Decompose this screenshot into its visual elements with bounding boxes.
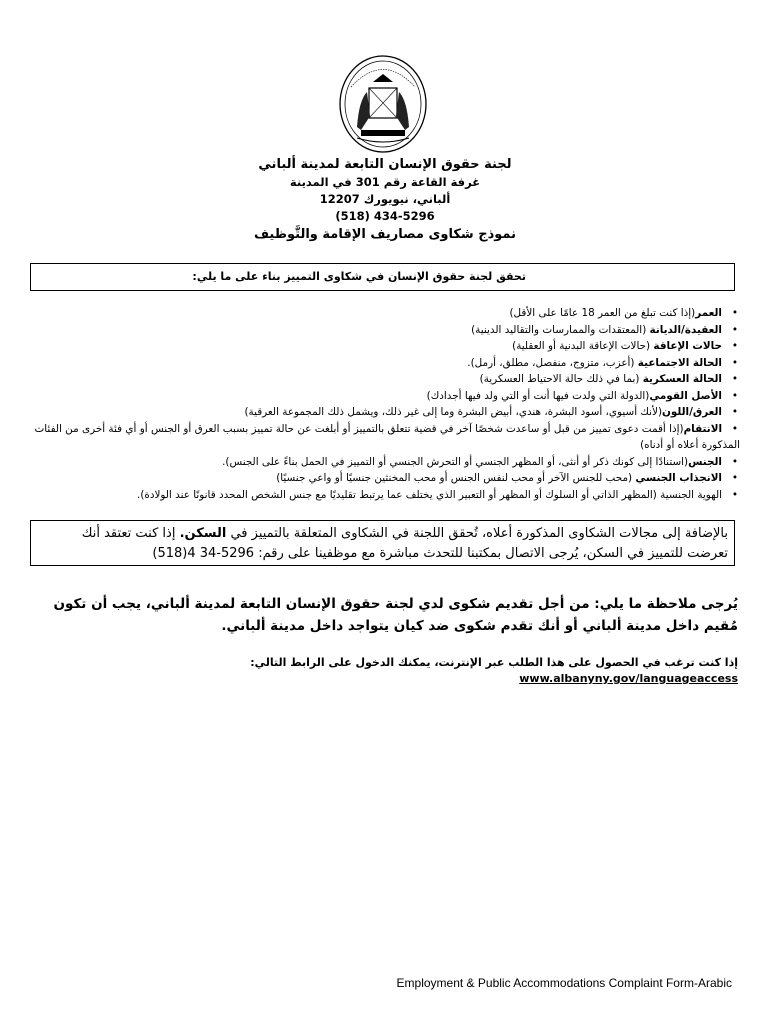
housing-paragraph: بالإضافة إلى مجالات الشكاوى المذكورة أعلاه، تُحقق اللجنة في الشكاوى المتعلقة بالتمييز في السكن. إذا كنت تعتقد أنك تعرضت للتمييز في السكن، يُرجى الاتصال بمكتبنا للتحدث مباشرة مع موظفينا على رقم: ‎(518)4 34-5296 xyxy=(30,520,735,566)
footer-text: Employment & Public Accommodations Complaint Form-Arabic xyxy=(396,976,732,990)
list-item: • الجنس(استنادًا إلى كونك ذكر أو أنثى، أو المظهر الجنسي أو التحرش الجنسي أو التمييز في الحمل بناءً على الجنس). xyxy=(34,454,740,471)
list-item: • العرق/اللون(لأنك أسيوي، أسود البشرة، هندي، أبيض البشرة وما إلى غير ذلك، ويشمل ذلك المجموعة العرقية) xyxy=(34,404,740,421)
document-header xyxy=(150,156,620,245)
address-line-1: غرفة القاعة رقم 301 في المدينة xyxy=(289,175,481,189)
list-item: • الهوية الجنسية (المظهر الذاتي أو السلوك أو المظهر أو التعبير الذي يختلف عما يرتبط تقليديًا مع جنس الشخص المحدد قانونًا عند الولادة). xyxy=(34,487,740,504)
residency-note: يُرجى ملاحظة ما يلي: من أجل تقديم شكوى لدي لجنة حقوق الإنسان التابعة لمدينة ألباني، يجب أن تكون مُقيم داخل مدينة ألباني أو أنك تقدم شكوى ضد كيان يتواجد داخل مدينة ألباني. xyxy=(53,596,738,634)
list-item: • حالات الإعاقة (حالات الإعاقة البدنية أو العقلية) xyxy=(34,338,740,355)
phone-number: (518) 434-5296 xyxy=(335,209,435,223)
language-access-link[interactable]: www.albanyny.gov/languageaccess xyxy=(519,672,738,685)
form-title: نموذج شكاوى مصاريف الإقامة والتَّوظيف xyxy=(253,227,517,242)
address-line-2: ألباني، نيويورك 12207 xyxy=(319,192,451,206)
online-access-line: إذا كنت ترغب في الحصول على هذا الطلب عبر الإنترنت، يمكنك الدخول على الرابط التالي: www.albanyny.gov/languageaccess xyxy=(250,656,738,685)
categories-list xyxy=(34,305,740,503)
city-seal-logo xyxy=(337,52,429,156)
list-item-continuation: المذكورة أعلاه أو أدناه) xyxy=(640,439,740,451)
list-item: • العقيدة/الديانة (المعتقدات والممارسات والتقاليد الدينية) xyxy=(34,322,740,339)
list-item: • الانتقام(إذا أقمت دعوى تمييز من قبل أو ساعدت شخصًا آخر في قضية تتعلق بالتمييز أو أبلغت عن حالة تمييز بسبب العرق أو الجنس أو أي فئة أخرى من الفئات xyxy=(34,421,740,438)
intro-box: تحقق لجنة حقوق الإنسان في شكاوى التمييز بناء على ما يلي: xyxy=(30,263,735,291)
list-item: • الحالة الاجتماعية (أعزب، متزوج، منفصل، مطلق، أرمل). xyxy=(34,355,740,372)
list-item: • الأصل القومي(الدولة التي ولدت فيها أنت أو التي ولد فيها أجدادك) xyxy=(34,388,740,405)
list-item: • الانجذاب الجنسي (محب للجنس الآخر أو محب لنفس الجنس أو محب المخنثين جنسيًا أو واعي جنسيًا) xyxy=(34,470,740,487)
list-item: • الحالة العسكرية (بما في ذلك حالة الاحتياط العسكرية) xyxy=(34,371,740,388)
list-item: • العمر(إذا كنت تبلغ من العمر 18 عامًا على الأقل) xyxy=(34,305,740,322)
commission-title: لجنة حقوق الإنسان التابعة لمدينة ألباني xyxy=(258,157,512,172)
